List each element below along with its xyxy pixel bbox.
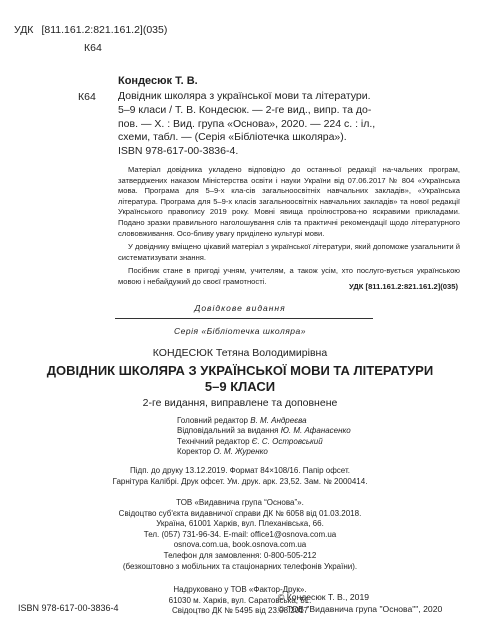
staff-name: В. М. Андреєва <box>250 416 307 425</box>
staff-name: Є. С. Островський <box>251 436 323 446</box>
book-title-line: ДОВІДНИК ШКОЛЯРА З УКРАЇНСЬКОЇ МОВИ ТА ЛІТЕРАТУРИ <box>46 363 434 378</box>
genre-label: Довідкове видання <box>194 303 286 313</box>
printing-line: Гарнітура Калібрі. Друк офсет. Ум. друк. арк. 23,52. Зам. № 2000414. <box>112 476 368 486</box>
annotation-paragraph: Посібник стане в пригоді учням, учителям, а також усім, хто послуго-вується українською мовою і небайдужий до своєї грамотності. <box>118 266 460 286</box>
author-full-name: КОНДЕСЮК Тетяна Володимирівна <box>152 347 328 359</box>
footer-isbn: ISBN 978-617-00-3836-4 <box>18 603 119 613</box>
staff-row <box>177 447 351 457</box>
publisher-line: Україна, 61001 Харків, вул. Плеханівська, 66. <box>156 519 324 529</box>
publisher-line: (безкоштовно з мобільних та стаціонарних телефонів України). <box>122 561 358 571</box>
catalog-description-line: схеми, табл. — (Серія «Бібліотечка школяра»). <box>118 131 347 144</box>
bbk-code: К64 <box>84 42 102 54</box>
copyright-block <box>278 592 442 615</box>
staff-name: Ю. М. Афанасенко <box>280 426 351 436</box>
staff-list <box>177 416 351 458</box>
printer-line: 61030 м. Харків, вул. Саратовська, 51. <box>168 595 312 605</box>
printer-line: Свідоцтво ДК № 5495 від 23.08.2017 <box>171 606 309 616</box>
publisher-line: Тел. (057) 731-96-34. E-mail: office1@osnova.com.ua <box>143 529 337 539</box>
catalog-isbn: ISBN 978-617-00-3836-4. <box>118 145 239 157</box>
printing-details <box>0 466 480 487</box>
catalog-description-line: пов. — Х. : Вид. група «Основа», 2020. — 224 с. : іл., <box>118 117 376 130</box>
annotation-paragraph: Матеріал довідника укладено відповідно до останньої редакції на-чальних програм, затверджених наказом Міністерства освіти і науки України від 07.06.2017 № 804 «Українська мова. Програма для 5–9-х кла-сів загальноосвітніх навчальних закладів», «Українська література. Програма для 5–9-х класів загальноосвітніх навчальних закладів» та нової редакції Українського правопису 2019 року. Мовні явища проілюстрова-но яскравими прикладами. Подано зразки правильного наголошування слів та практичні рекомендації щодо літературного слововживання. Осо-бливу увагу приділено культурі мови. <box>118 165 460 238</box>
series-label: Серія «Бібліотечка школяра» <box>174 326 306 336</box>
book-title-grades: 5–9 КЛАСИ <box>204 379 276 394</box>
staff-row <box>177 416 351 426</box>
publisher-line: osnova.com.ua, book.osnova.com.ua <box>173 540 307 550</box>
staff-row <box>177 437 351 447</box>
catalog-description-line: Довідник школяра з української мови та літератури. <box>118 90 371 102</box>
edition-note: 2-ге видання, виправлене та доповнене <box>142 397 338 409</box>
publisher-info <box>0 498 480 572</box>
publisher-line: ТОВ «Видавнича група “Основа”». <box>176 498 304 507</box>
annotation <box>118 165 460 288</box>
staff-role: Коректор <box>177 447 212 457</box>
catalog-description-line: 5–9 класи / Т. В. Кондесюк. — 2-ге вид., випр. та до- <box>118 103 372 116</box>
catalog-description <box>118 90 458 145</box>
catalog-side-code: К64 <box>78 91 96 103</box>
annotation-paragraph: У довіднику вміщено цікавий матеріал з української літератури, який допоможе узагальнити й систематизувати знання. <box>118 242 460 262</box>
staff-role: Технічний редактор <box>177 436 250 446</box>
divider <box>115 318 373 319</box>
udk-code: [811.161.2:821.161.2](035) <box>41 24 168 36</box>
staff-row <box>177 426 351 436</box>
udk-label: УДК <box>14 24 34 36</box>
annotation-udk: УДК [811.161.2:821.161.2](035) <box>349 282 458 291</box>
catalog-author: Кондесюк Т. В. <box>118 75 198 87</box>
publisher-line: Телефон для замовлення: 0-800-505-212 <box>163 550 317 560</box>
staff-name: О. М. Журенко <box>213 447 268 457</box>
printing-line: Підп. до друку 13.12.2019. Формат 84×108/16. Папір офсет. <box>130 466 350 475</box>
udk-header <box>14 24 175 36</box>
publisher-line: Свідоцтво суб'єкта видавничої справи ДК № 6058 від 01.03.2018. <box>118 508 362 518</box>
staff-role: Головний редактор <box>177 416 249 425</box>
copyright-author: © Кондесюк Т. В., 2019 <box>278 592 370 602</box>
printer-line: Надруковано у ТОВ «Фактор-Друк». <box>173 585 307 594</box>
book-title <box>0 363 480 395</box>
copyright-publisher: © ТОВ "Видавнича група "Основа"", 2020 <box>278 603 443 614</box>
staff-role: Відповідальний за видання <box>177 426 279 436</box>
